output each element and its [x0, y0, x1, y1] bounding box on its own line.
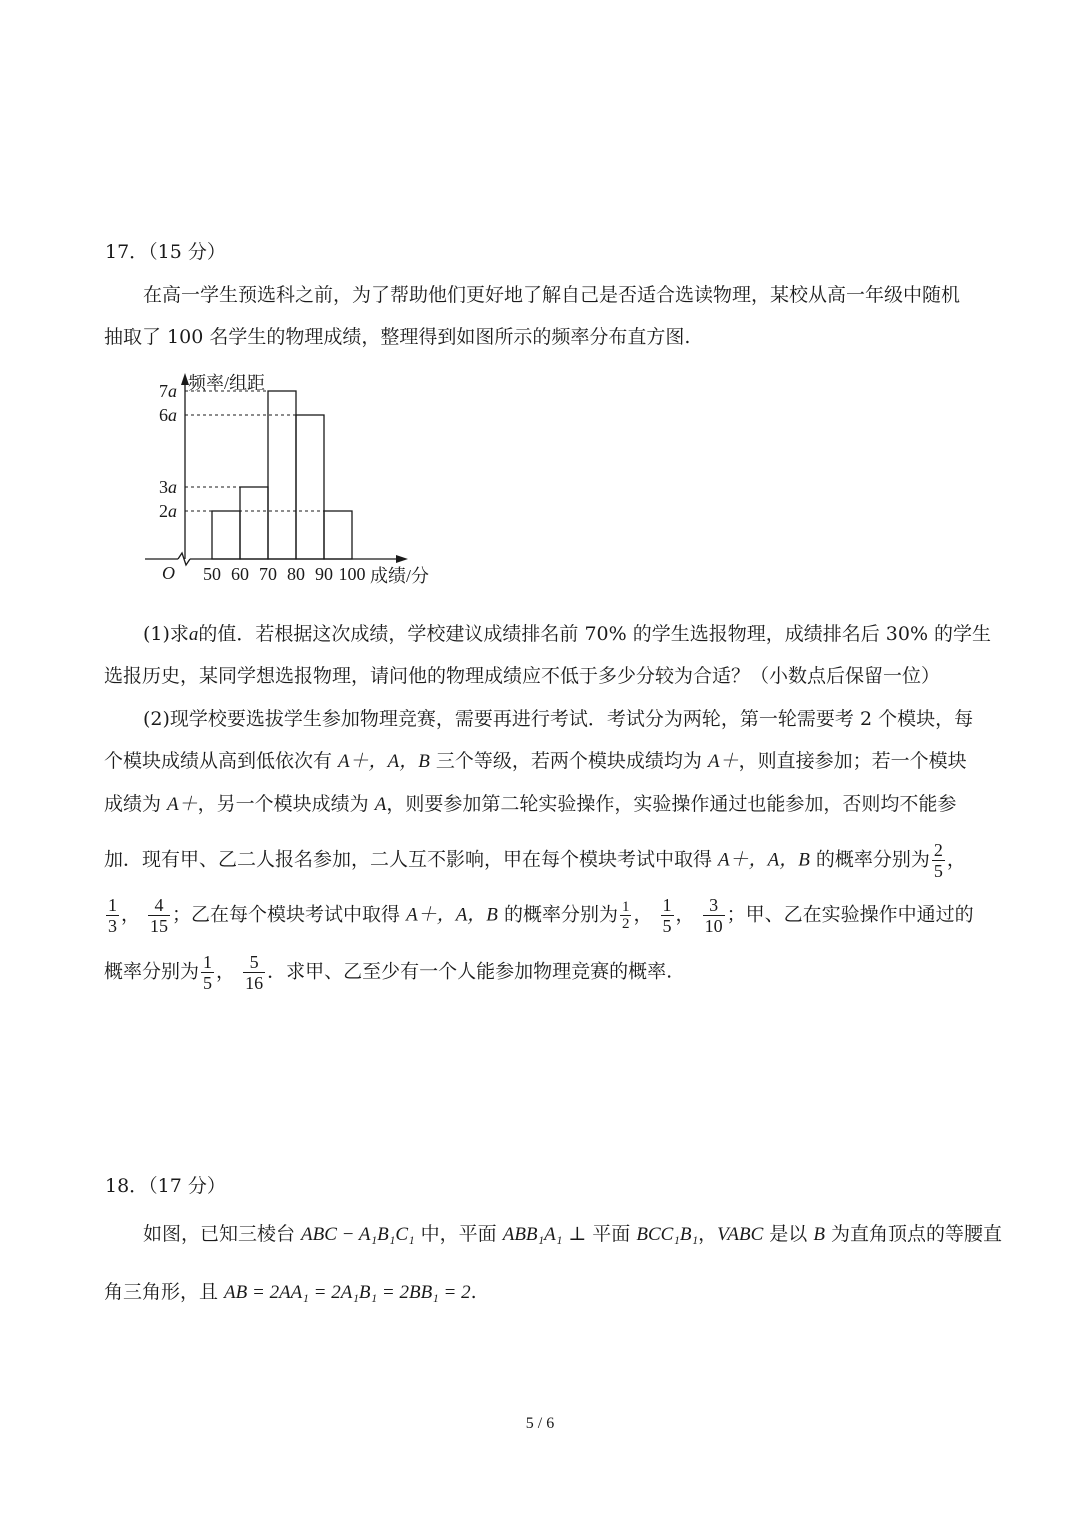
text-segment: 中，平面	[414, 1223, 503, 1245]
text-segment: 的概率分别为	[809, 848, 930, 871]
chart-x-tick-labels	[203, 564, 366, 584]
text-segment: ，另一个模块成绩为	[197, 793, 375, 815]
text-segment: ，则要参加第二轮实验操作，实验操作通过也能参加，否则均不能参	[386, 793, 957, 815]
text-segment: .	[470, 1281, 477, 1303]
y-tick-label: 2a	[159, 501, 177, 521]
text-segment: ；乙在每个模块考试中取得	[172, 903, 407, 926]
fraction-denominator: 2	[621, 916, 630, 932]
fraction-2-5	[932, 840, 945, 881]
part1-prefix: (1)求	[143, 623, 189, 645]
q18-line1	[143, 1220, 1002, 1249]
fraction-numerator: 2	[933, 840, 943, 860]
text-segment: ，	[698, 1223, 718, 1245]
fraction-5-16	[243, 952, 265, 993]
text-segment: 为直角顶点的等腰直	[824, 1223, 1002, 1245]
x-tick-label: 90	[315, 564, 333, 584]
histogram-bar	[324, 511, 352, 559]
plane-abb1a1: ABB₁A₁	[502, 1224, 563, 1245]
q17-intro-line1: 在高一学生预选科之前，为了帮助他们更好地了解自己是否适合选读物理，某校从高一年级中随机	[143, 284, 961, 306]
frequency-histogram	[140, 365, 450, 595]
x-tick-label: 50	[203, 564, 221, 584]
text-segment: 成绩为	[104, 793, 168, 815]
q17-part2-line5: $\frac{1}{3}$ ， $\frac{4}{15}$ ；乙在每个模块考试中取得 A＋，A，B 的概率分别为 $\frac{1}{2}$ ， $\frac{1}{5}$ ， $\frac{3}{10}$ ；甲、乙在实验操作中通过的	[108, 895, 974, 936]
q17-part2-line4: 加．现有甲、乙二人报名参加，二人互不影响，甲在每个模块考试中取得 A＋，A，B 的概率分别为 $\frac{2}{5}$ ，	[104, 840, 966, 881]
y-tick-label: 6a	[159, 405, 177, 425]
grade-a: A	[374, 794, 387, 815]
text-segment: 个模块成绩从高到低依次有	[104, 750, 339, 772]
x-tick-label: 60	[231, 564, 249, 584]
grade-a-plus: A＋	[167, 794, 198, 815]
q17-part2-line3	[104, 790, 956, 819]
y-tick-label: 3a	[159, 477, 177, 497]
text-segment: 三个等级，若两个模块成绩均为	[429, 750, 708, 772]
q17-part1-line2: 选报历史，某同学想选报物理，请问他的物理成绩应不低于多少分较为合适？（小数点后保留一位）	[104, 665, 941, 687]
fraction-numerator: 5	[243, 952, 265, 973]
q17-header: 17．（15 分）	[105, 241, 226, 263]
text-segment: 的概率分别为	[497, 903, 618, 926]
chart-y-axis-label: 频率/组距	[188, 373, 266, 393]
fraction-denominator: 15	[150, 916, 169, 936]
q17-intro-line2: 抽取了 100 名学生的物理成绩，整理得到如图所示的频率分布直方图.	[104, 326, 691, 348]
grade-a-plus: A＋	[707, 751, 739, 772]
fraction-1-3	[106, 895, 119, 936]
chart-axes	[145, 373, 408, 565]
x-tick-label: 70	[259, 564, 277, 584]
histogram-bar	[296, 415, 324, 559]
q18-header: 18．（17 分）	[105, 1175, 226, 1197]
fraction-numerator: 4	[148, 895, 170, 916]
fraction-denominator: 16	[245, 973, 264, 993]
histogram-bar	[240, 487, 268, 559]
fraction-numerator: 1	[203, 952, 213, 972]
x-tick-label: 100	[338, 564, 366, 584]
text-segment: 加．现有甲、乙二人报名参加，二人互不影响，甲在每个模块考试中取得	[104, 848, 719, 871]
chart-y-tick-labels	[159, 381, 177, 521]
vertex-b: B	[813, 1224, 825, 1245]
part1-line1-rest: 的值．若根据这次成绩，学校建议成绩排名前 70% 的学生选报物理，成绩排名后 30% 的学生	[198, 623, 992, 645]
fraction-numerator: 1	[621, 899, 630, 915]
frustum-name: ABC − A₁B₁C₁	[301, 1224, 415, 1245]
fraction-1-2	[620, 899, 632, 932]
page-number: 5 / 6	[525, 1415, 555, 1432]
length-equation: AB = 2AA₁ = 2A₁B₁ = 2BB₁ = 2	[224, 1282, 471, 1303]
text-segment: 是以	[763, 1223, 814, 1245]
chart-bars	[212, 391, 352, 559]
q17-part1-line1	[143, 620, 991, 649]
text-segment: ；甲、乙在实验操作中通过的	[726, 903, 974, 926]
fraction-denominator: 10	[704, 916, 723, 936]
text-segment: ．求甲、乙至少有一个人能参加物理竞赛的概率.	[267, 960, 673, 983]
text-segment: 概率分别为	[104, 960, 200, 983]
chart-x-axis-label: 成绩/分	[370, 566, 430, 586]
text-segment: 角三角形，且	[104, 1281, 225, 1303]
grade-list: A＋，A，B	[406, 904, 498, 926]
x-axis-arrow	[396, 555, 408, 563]
fraction-denominator: 5	[203, 973, 213, 993]
histogram-bar	[212, 511, 240, 559]
q17-part2-line6: 概率分别为 $\frac{1}{5}$ ， $\frac{5}{16}$ ．求甲、乙至少有一个人能参加物理竞赛的概率.	[104, 952, 673, 993]
y-tick-label: 7a	[159, 381, 177, 401]
grade-list: A＋，A，B	[718, 849, 810, 871]
fraction-4-15	[148, 895, 170, 936]
chart-origin-label: O	[162, 563, 175, 583]
fraction-numerator: 1	[662, 895, 672, 915]
fraction-denominator: 5	[933, 861, 943, 881]
q17-part2-line2	[104, 747, 967, 776]
fraction-numerator: 3	[703, 895, 725, 916]
histogram-bar	[268, 391, 296, 559]
chart-reference-lines	[185, 391, 324, 511]
x-tick-label: 80	[287, 564, 305, 584]
fraction-numerator: 1	[108, 895, 117, 915]
fraction-denominator: 3	[108, 916, 117, 936]
text-segment: ⊥ 平面	[562, 1223, 637, 1245]
q18-line2	[104, 1278, 477, 1307]
text-segment: ，则直接参加；若一个模块	[738, 750, 967, 772]
q17-part2-line1: (2)现学校要选拔学生参加物理竞赛，需要再进行考试．考试分为两轮，第一轮需要考 2 个模块，每	[143, 708, 974, 730]
plane-bcc1b1: BCC₁B₁	[636, 1224, 699, 1245]
fraction-1-5	[661, 895, 674, 936]
fraction-denominator: 5	[662, 916, 672, 936]
fraction-3-10	[703, 895, 725, 936]
grade-list: A＋，A，B	[338, 751, 430, 772]
triangle-abc: VABC	[717, 1224, 764, 1245]
part1-variable: a	[188, 624, 199, 645]
text-segment: 如图，已知三棱台	[143, 1223, 302, 1245]
fraction-1-5	[201, 952, 214, 993]
axis-break-icon	[178, 553, 190, 565]
